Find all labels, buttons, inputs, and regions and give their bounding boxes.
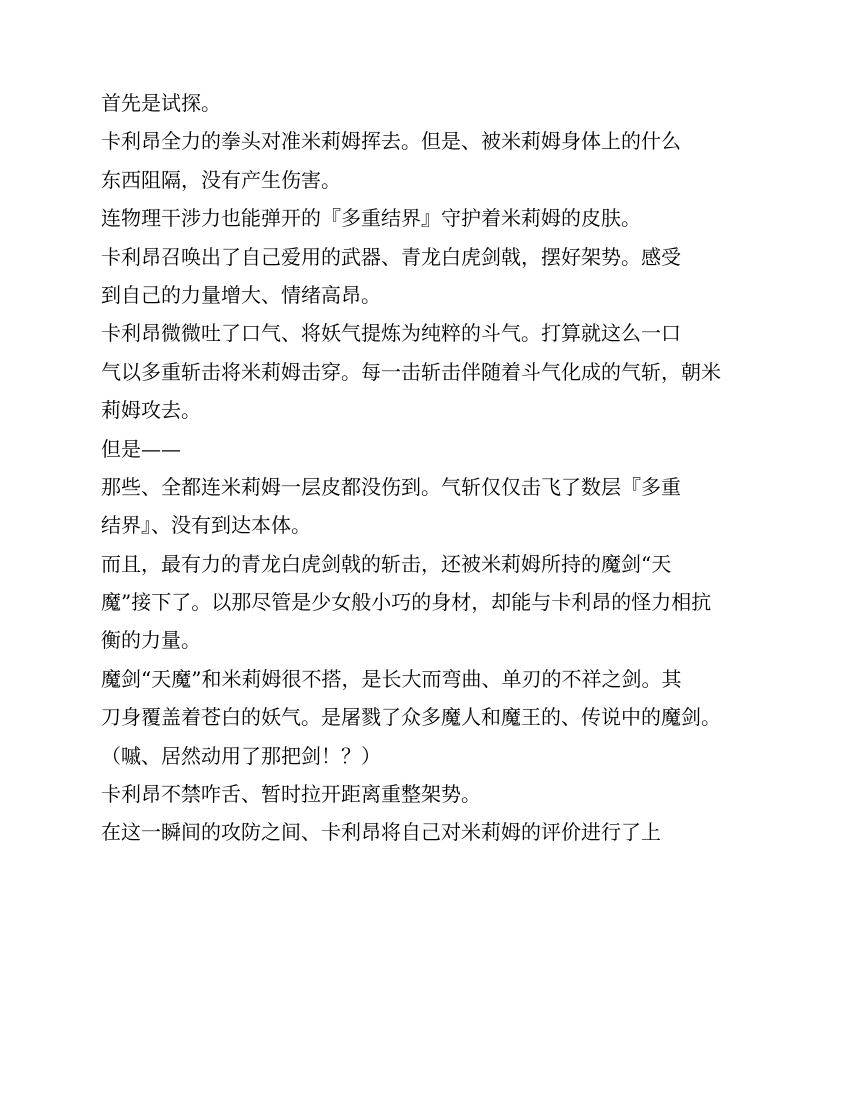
text-line: 那些、全都连米莉姆一层皮都没伤到。气斩仅仅击飞了数层『多重: [101, 474, 681, 499]
text-line: 魔剑“天魔”和米莉姆很不搭，是长大而弯曲、单刃的不祥之剑。其: [101, 666, 682, 691]
text-line: 在这一瞬间的攻防之间、卡利昂将自己对米莉姆的评价进行了上: [101, 820, 661, 845]
text-line: 连物理干涉力也能弹开的『多重结界』守护着米莉姆的皮肤。: [101, 206, 641, 231]
text-line: 莉姆攻去。: [101, 398, 201, 423]
text-line: 衡的力量。: [101, 628, 201, 653]
text-line: 刀身覆盖着苍白的妖气。是屠戮了众多魔人和魔王的、传说中的魔剑。: [101, 705, 721, 730]
text-line: 卡利昂微微吐了口气、将妖气提炼为纯粹的斗气。打算就这么一口: [101, 321, 681, 346]
text-line: 卡利昂召唤出了自己爱用的武器、青龙白虎剑戟，摆好架势。感受: [101, 244, 681, 269]
text-line: （嘁、居然动用了那把剑！？）: [101, 743, 381, 768]
text-line: 卡利昂不禁咋舌、暂时拉开距离重整架势。: [101, 782, 481, 807]
text-line: 东西阻隔，没有产生伤害。: [101, 167, 341, 192]
text-line: 结界』、没有到达本体。: [101, 513, 311, 538]
text-line: 而且，最有力的青龙白虎剑戟的斩击，还被米莉姆所持的魔剑“天: [101, 551, 672, 576]
text-line: 到自己的力量增大、情绪高昂。: [101, 282, 381, 307]
body-text: [101, 84, 801, 852]
text-line: 气以多重斩击将米莉姆击穿。每一击斩击伴随着斗气化成的气斩，朝米: [101, 359, 721, 384]
text-line: 首先是试探。: [101, 91, 221, 115]
text-line: 但是——: [101, 436, 181, 461]
text-line: 魔”接下了。以那尽管是少女般小巧的身材，却能与卡利昂的怪力相抗: [101, 590, 712, 615]
text-line: 卡利昂全力的拳头对准米莉姆挥去。但是、被米莉姆身体上的什么: [101, 129, 681, 154]
